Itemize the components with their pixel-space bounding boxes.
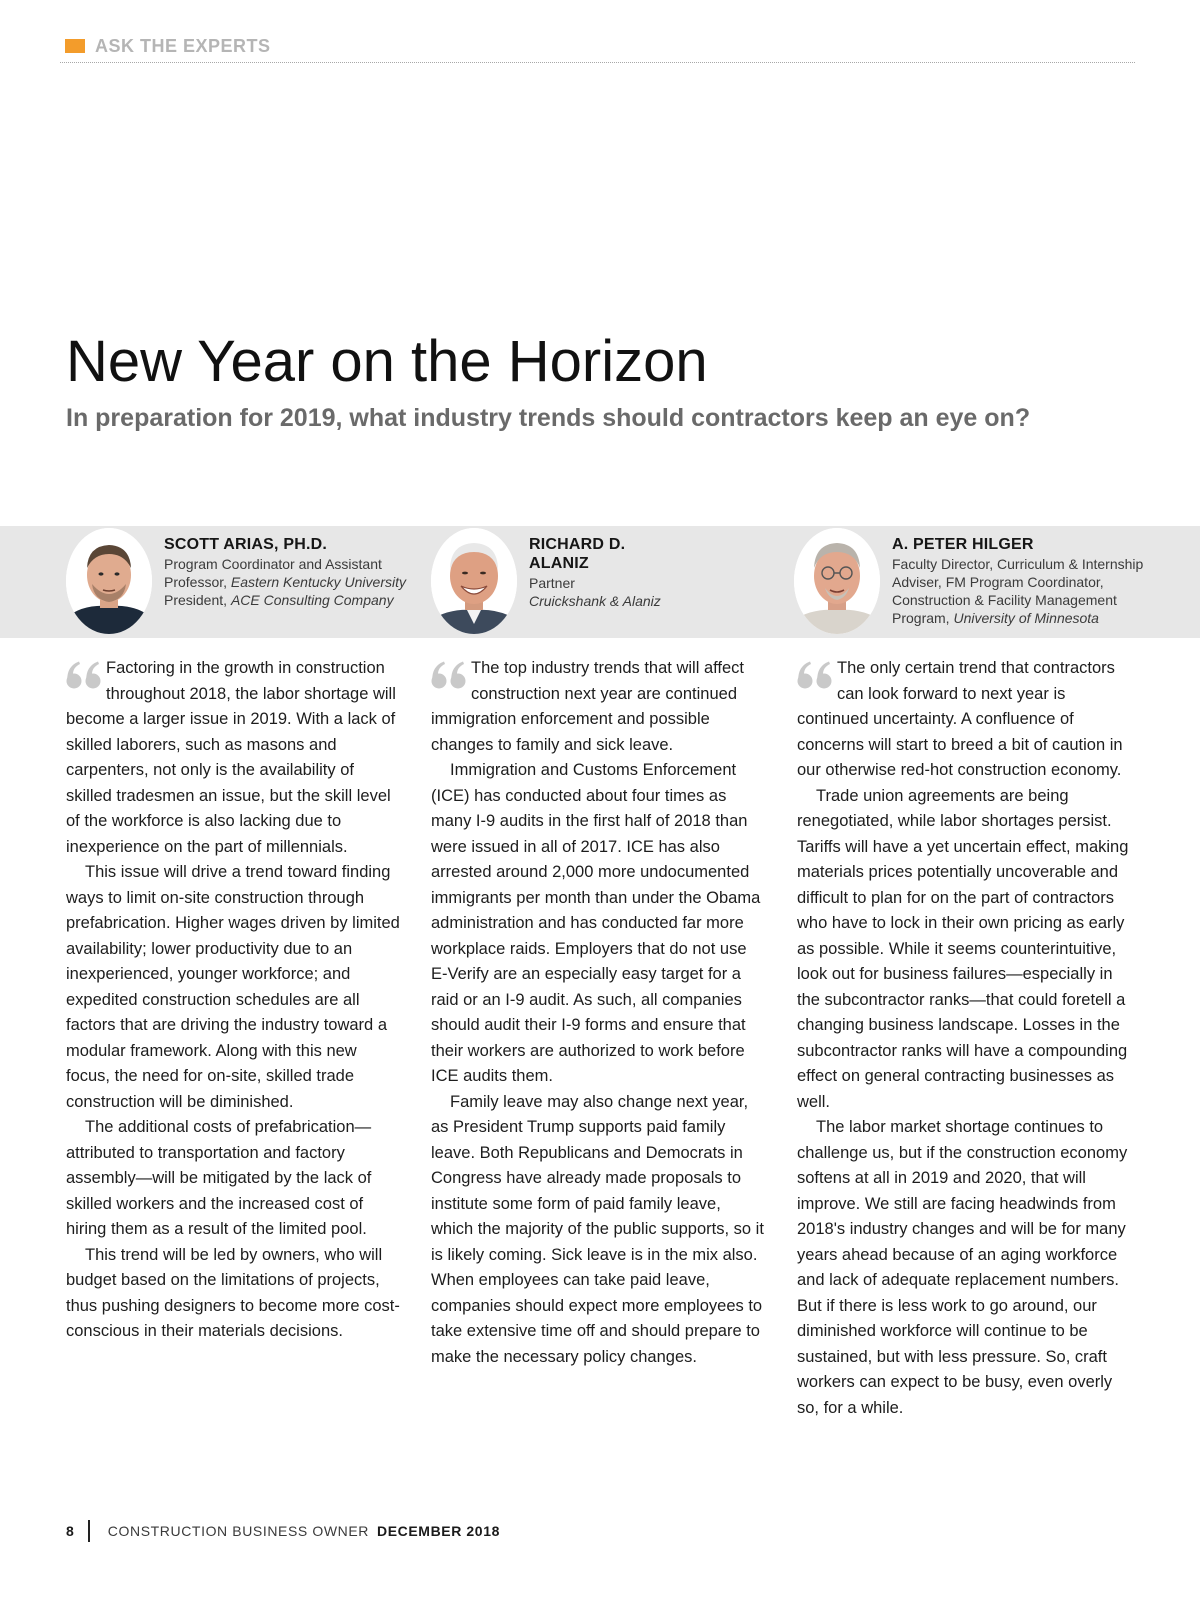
answer-paragraph: Immigration and Customs Enforcement (ICE) has conducted about four times as many I-9 audits in the first half of 2018 than were issued in all of 2017. ICE has also arrested around 2,000 more undocumented immigrants per month than under the Obama administration and has conducted far more workplace raids. Employers that do not use E-Verify are an especially easy target for a raid or an I-9 audit. As such, all companies should audit their I-9 forms and ensure that their workers are authorized to work before ICE audits them. bbox=[431, 761, 761, 1085]
expert-credential-line: Construction & Facility Management bbox=[892, 592, 1117, 608]
quote-mark-icon bbox=[66, 660, 106, 694]
answer-paragraph: Factoring in the growth in construction throughout 2018, the labor shortage will become a larger issue in 2019. With a lack of skilled laborers, such as masons and carpenters, not only is the availability of skilled tradesmen an issue, but the skill level of the workforce is also lacking due to inexperience on the part of millennials. bbox=[66, 659, 396, 856]
expert-credential-line: Program Coordinator and Assistant bbox=[164, 556, 382, 572]
issue-date: DECEMBER 2018 bbox=[377, 1523, 500, 1539]
page-number: 8 bbox=[66, 1523, 74, 1539]
footer-divider bbox=[88, 1520, 90, 1542]
avatar-richard-alaniz bbox=[431, 528, 517, 634]
page-title: New Year on the Horizon bbox=[66, 329, 708, 394]
answer-column-1 bbox=[66, 656, 401, 1345]
expert-info-3 bbox=[892, 535, 1143, 627]
answer-paragraph: Family leave may also change next year, as President Trump supports paid family leave. Both Republicans and Democrats in Congress have already made proposals to institute some form of paid family leave, which the majority of the public supports, so it is likely coming. Sick leave is in the mix also. When employees can take paid leave, companies should expect more employees to take extensive time off and should prepare to make the necessary policy changes. bbox=[431, 1092, 764, 1366]
answer-column-3 bbox=[797, 656, 1132, 1421]
page-footer bbox=[66, 1520, 500, 1542]
answer-paragraph: This issue will drive a trend toward finding ways to limit on-site construction through prefabrication. Higher wages driven by limited availability; lower productivity due to an inexperienced, younger workforce; and expedited construction schedules are all factors that are driving the industry toward a modular framework. Along with this new focus, the need for on-site, skilled trade construction will be diminished. bbox=[66, 863, 400, 1111]
quote-mark-icon bbox=[431, 660, 471, 694]
experts-band bbox=[0, 526, 1200, 638]
section-header bbox=[65, 36, 271, 56]
expert-credential-line: Faculty Director, Curriculum & Internship bbox=[892, 556, 1144, 572]
header-divider bbox=[60, 62, 1135, 63]
expert-info-2 bbox=[529, 535, 661, 610]
expert-name: RICHARD D. ALANIZ bbox=[529, 536, 626, 572]
answer-paragraph: The only certain trend that contractors can look forward to next year is continued uncertainty. A confluence of concerns will start to breed a bit of caution in our otherwise red-hot construction economy. bbox=[797, 659, 1123, 779]
page-subtitle: In preparation for 2019, what industry trends should contractors keep an eye on? bbox=[66, 404, 1031, 432]
expert-credential-line: Partner bbox=[529, 575, 575, 591]
expert-name: A. PETER HILGER bbox=[892, 536, 1034, 553]
expert-credential-line: Cruickshank & Alaniz bbox=[529, 593, 661, 609]
expert-credential-line: Adviser, FM Program Coordinator, bbox=[892, 574, 1104, 590]
expert-credential-line: President, ACE Consulting Company bbox=[164, 592, 394, 608]
publication-name: CONSTRUCTION BUSINESS OWNER bbox=[107, 1523, 370, 1539]
section-label: ASK THE EXPERTS bbox=[95, 35, 271, 56]
quote-mark-icon bbox=[797, 660, 837, 694]
answer-paragraph: The labor market shortage continues to challenge us, but if the construction economy softens at all in 2019 and 2020, that will improve. We still are facing headwinds from 2018's industry changes and will be for many years ahead because of an aging workforce and lack of adequate replacement numbers. But if there is less work to go around, our diminished workforce will continue to be sustained, but with less pressure. So, craft workers can expect to be busy, even overly so, for a while. bbox=[797, 1118, 1128, 1417]
answer-column-2 bbox=[431, 656, 766, 1370]
section-marker bbox=[65, 39, 85, 53]
expert-credential-line: Program, University of Minnesota bbox=[892, 610, 1099, 626]
expert-name: SCOTT ARIAS, PH.D. bbox=[164, 536, 328, 553]
answer-paragraph: The additional costs of prefabrication—attributed to transportation and factory assembly—will be mitigated by the lack of skilled workers and the increased cost of hiring them as a result of the limited pool. bbox=[66, 1118, 372, 1238]
answer-paragraph: Trade union agreements are being renegotiated, while labor shortages persist. Tariffs will have a yet uncertain effect, making materials prices potentially uncoverable and difficult to plan for on the part of contractors who have to lock in their own pricing as early as possible. While it seems counterintuitive, look out for business failures—especially in the subcontractor ranks—that could foretell a changing business landscape. Losses in the subcontractor ranks will have a compounding effect on general contracting businesses as well. bbox=[797, 786, 1129, 1111]
avatar-peter-hilger bbox=[794, 528, 880, 634]
avatar-scott-arias bbox=[66, 528, 152, 634]
answer-paragraph: This trend will be led by owners, who will budget based on the limitations of projects, thus pushing designers to become more cost-conscious in their materials decisions. bbox=[66, 1245, 400, 1340]
expert-credential-line: Professor, Eastern Kentucky University bbox=[164, 574, 406, 590]
expert-info-1 bbox=[164, 535, 406, 609]
answer-paragraph: The top industry trends that will affect construction next year are continued immigration enforcement and possible changes to family and sick leave. bbox=[431, 659, 744, 754]
